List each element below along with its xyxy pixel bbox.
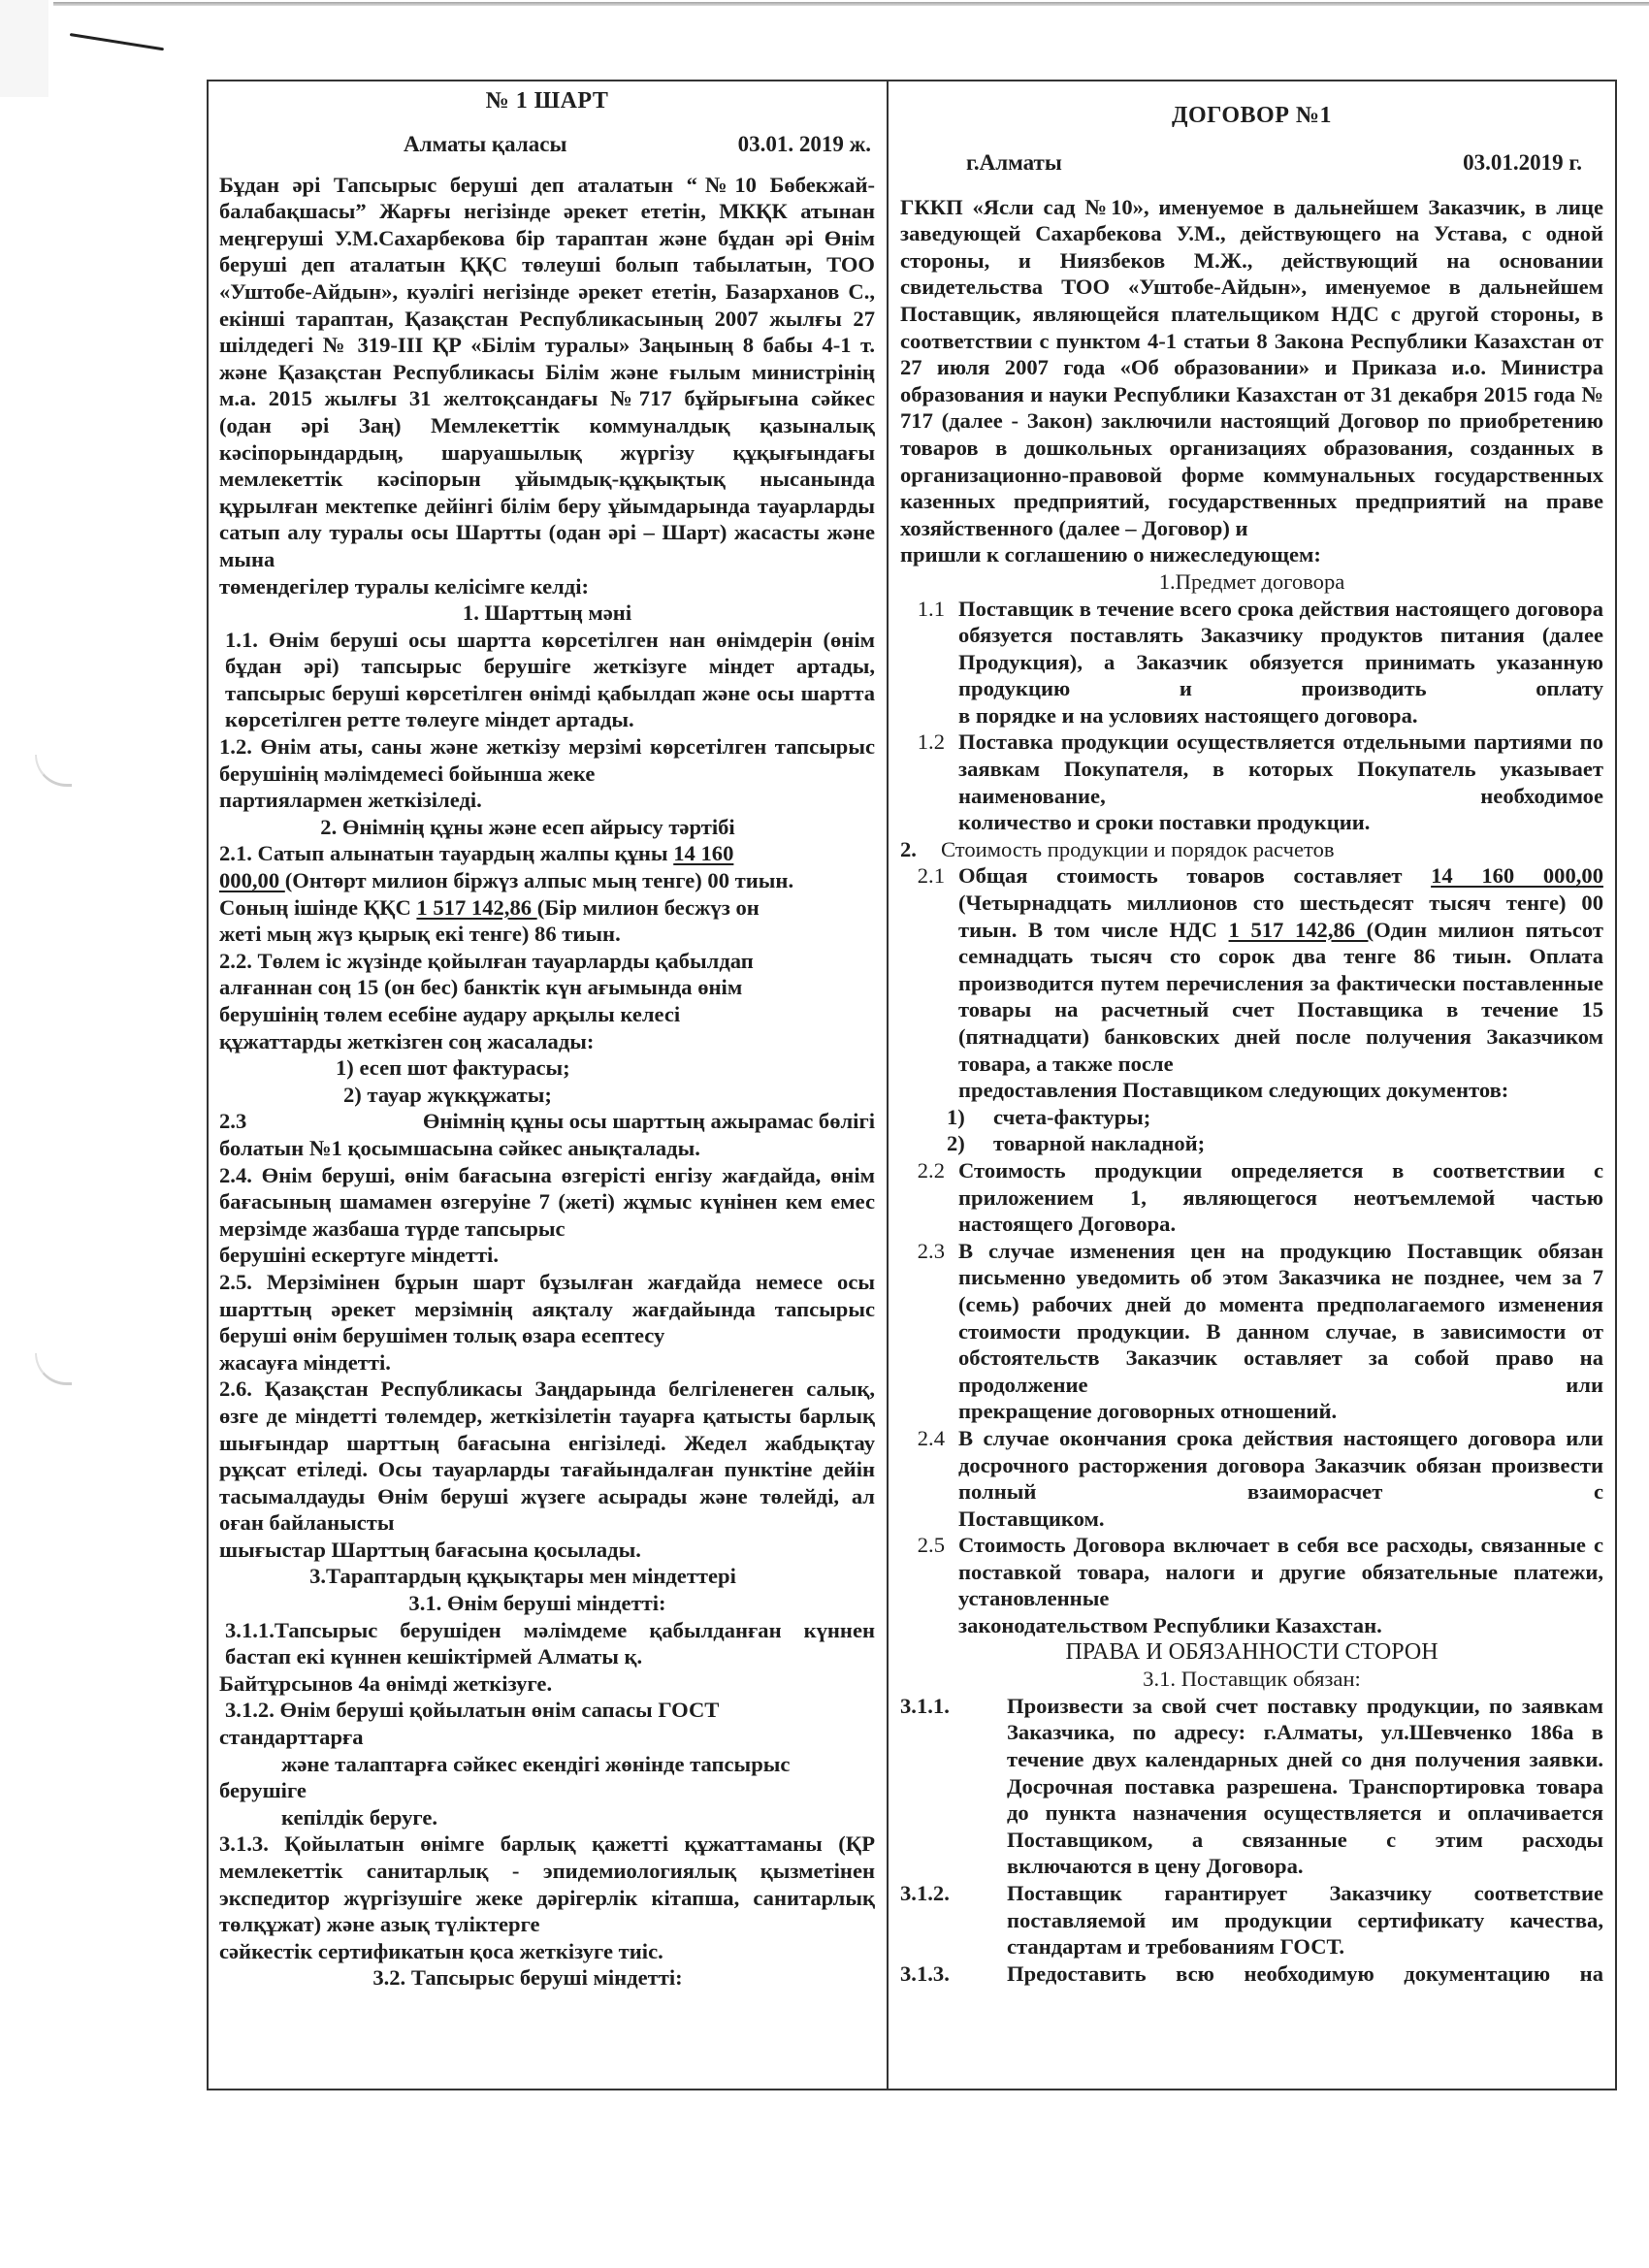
- doc-list-item: 2) тауар жүкқұжаты;: [343, 1082, 552, 1107]
- total-amount-ru: 14 160 000,00: [1431, 863, 1603, 889]
- section-1-heading-ru: 1.Предмет договора: [1158, 568, 1345, 594]
- clause-item: [900, 1157, 1603, 1238]
- kazakh-column: № 1 ШАРТ Алматы қаласы 03.01. 2019 ж. Бұдан әрі Тапсырыс беруші деп аталатын “№10 Бөбекжай-балабақшасы” Жарғы негізінде әрекет ететін, МКҚК атынан меңгеруші У.М.Сахарбекова бір тараптан және бұдан әрі Өнім беруші деп аталатын ҚҚС төлеуші болып табылатын, ТОО «Уштобе-Айдын», куәлігі негізінде әрекет ететін, Базарханов С., екінші тараптан, Қазақстан Республикасының 2007 жылғы 27 шілдедегі № 319-III ҚР «Білім туралы» Заңының 8 бабы 4-1 т. және Қазақстан Республикасы Білім және ғылым министрінің м.а. 2015 жылғы 31 желтоқсандағы №717 бұйрығына сәйкес (одан әрі Заң) Мемлекеттік коммуналдық қазыналық кәсіпорындардың, шаруашылық жүргізу құқығындағы мемлекеттік кәсіпорын ұйымдық-құқықтық нысанында құрылған мектепке дейінгі білім беру ұйымдарында тауарларды сатып алу туралы осы Шартты (одан әрі – Шарт) жасасты және мына төмендегілер туралы келісімге келді: 1. Шарттың мәні 1.1. Өнім беруші осы шартта көрсетілген нан өнімдерін (өнім бұдан әрі) тапсырыс берушіге жеткізуге міндет артады, тапсырыс беруші көрсетілген өнімді қабылдап және осы шартта көрсетілген ретте төлеуге міндет артады. 1.2. Өнім аты, саны және жеткізу мерзімі көрсетілген тапсырыс берушінің мәлімдемесі бойынша жеке партиялармен жеткізіледі. 2. Өнімнің құны және есеп айрысу тәртібі 2.1. Сатып алынатын тауардың жалпы құны 14 160 000,00 (Онтөрт милион біржүз алпыс мың тенге) 00 тиын. Соның ішінде ҚҚС 1 517 142,86 (Бір милион бесжүз он жеті мың жүз қырық екі тенге) 86 тиын. 2.2. Төлем іс жүзінде қойылған тауарларды қабылдап алғаннан соң 15 (он бес) банктік күн ағымында өнім берушінің төлем есебіне аудару арқылы келесі құжаттарды жеткізген соң жасалады: 1) есеп шот фактурасы; 2) тауар жүкқұжаты; 2.3 Өнімнің құны осы шарттың ажырамас бөлігі болатын №1 қосымшасына сәйкес анықталады. 2.4. Өнім беруші, өнім бағасына өзгерісті енгізу жағдайда, өнім бағасының шамамен өзгеруіне 7 (жеті) жұмыс күнінен кем емес мерзімде жазбаша түрде тапсырыс берушіні ескертуге міндетті. 2.5. Мерзімінен бұрын шарт бұзылған жағдайда немесе осы шарттың әрекет мерзімнің аяқталу жағдайында тапсырыс беруші өнім берушімен толық өзара есептесу жасауға міндетті. 2.6. Қазақстан Республикасы Заңдарында белгіленеген салық, өзге де міндетті төлемдер, жеткізілетін тауарға қатысты барлық шығындар шарттың бағасына енгізіледі. Жедел жабдықтау рұқсат етіледі. Осы тауарларды тағайындалған пунктіне дейін тасымалдауды Өнім беруші жүзеге асырады және төлейді, ал оған байланысты шығыстар Шарттың бағасына қосылады. 3.Тараптардың құқықтары мен міндеттері 3.1. Өнім беруші міндетті: 3.1.1.Тапсырыс берушіден мәлімдеме қабылданған күннен бастап екі күннен кешіктірмей Алматы қ. Байтұрсынов 4а өнімді жеткізуге. 3.1.2. Өнім беруші қойылатын өнім сапасы ГОСТ стандарттарға және талаптарға сәйкес екендігі жөнінде тапсырыс берушіге кепілдік беруге. 3.1.3. Қойылатын өнімге барлық қажетті құжаттаманы (ҚР мемлекеттік санитарлық - эпидемиологиялық қызметінен экспедитор жүргізушіге жеке дәрігерлік кітапша, санитарлық төлқұжат) және азық түліктерге сәйкестік сертификатын қоса жеткізуге тиіс. 3.2. Тапсырыс беруші міндетті:: [209, 81, 889, 2089]
- preamble-kk: Бұдан әрі Тапсырыс беруші деп аталатын “№10 Бөбекжай-балабақшасы” Жарғы негізінде әрекет ететін, МКҚК атынан меңгеруші У.М.Сахарбекова бір тараптан және бұдан әрі Өнім беруші деп аталатын ҚҚС төлеуші болып табылатын, ТОО «Уштобе-Айдын», куәлігі негізінде әрекет ететін, Базарханов С., екінші тараптан, Қазақстан Республикасының 2007 жылғы 27 шілдедегі № 319-III ҚР «Білім туралы» Заңының 8 бабы 4-1 т. және Қазақстан Республикасы Білім және ғылым министрінің м.а. 2015 жылғы 31 желтоқсандағы №717 бұйрығына сәйкес (одан әрі Заң) Мемлекеттік коммуналдық қазыналық кәсіпорындардың, шаруашылық жүргізу құқығындағы мемлекеттік кәсіпорын ұйымдық-құқықтық нысанында құрылған мектепке дейінгі білім беру ұйымдарында тауарларды сатып алу туралы осы Шартты (одан әрі – Шарт) жасасты және мына: [219, 172, 875, 571]
- clause-2-3-kk: 2.3 Өнімнің құны осы шарттың ажырамас бөлігі болатын №1 қосымшасына сәйкес анықталады.: [219, 1109, 875, 1160]
- city-ru: г.Алматы: [966, 150, 1062, 175]
- clause-1-2-kk: 1.2. Өнім аты, саны және жеткізу мерзімі көрсетілген тапсырыс берушінің мәлімдемесі бойынша жеке: [219, 734, 875, 786]
- clause-number: 2.3: [917, 1238, 945, 1263]
- preamble-end-ru: пришли к соглашению о нижеследующем:: [900, 542, 1321, 567]
- clause-number: 3.1.3.: [900, 1960, 950, 1986]
- scan-edge-shadow: [0, 0, 48, 97]
- clause-2-4-kk: 2.4. Өнім беруші, өнім бағасына өзгерісті енгізу жағдайда, өнім бағасының шамамен өзгеруіне 7 (жеті) жұмыс күнінен кем емес мерзімде жазбаша түрде тапсырыс: [219, 1162, 875, 1241]
- punch-hole-mark: [35, 1353, 72, 1385]
- clause-text-end: стандартам и требованиям ГОСТ.: [1007, 1934, 1345, 1960]
- section-3-heading-kk: 3.Тараптардың құқықтары мен міндеттері: [309, 1564, 736, 1589]
- clause-3-1-3-kk: 3.1.3. Қойылатын өнімге барлық қажетті құжаттаманы (ҚР мемлекеттік санитарлық - эпидемиологиялық қызметінен экспедитор жүргізушіге жеке дәрігерлік кітапша, санитарлық төлқұжат) және азық түліктерге: [219, 1831, 875, 1937]
- russian-column: [889, 81, 1615, 2089]
- section-3-2-heading-kk: 3.2. Тапсырыс беруші міндетті:: [372, 1965, 683, 1991]
- place-date-row-ru: [900, 149, 1603, 177]
- clause-3-1-2-kk: 3.1.2. Өнім беруші қойылатын өнім сапасы ГОСТ стандарттарға және талаптарға сәйкес екендігі жөнінде тапсырыс берушіге кепілдік беруге.: [219, 1698, 791, 1830]
- clause-text: В случае окончания срока действия настоящего договора или досрочного расторжения договора Заказчик обязан произвести полный взаиморасчет с: [958, 1425, 1603, 1505]
- payment-documents-list-ru: [900, 1104, 1603, 1157]
- clause-text: Поставка продукции осуществляется отдельными партиями по заявкам Покупателя, в которых Покупатель указывает наименование, необходимое: [958, 729, 1603, 808]
- clause-item: [900, 1960, 1603, 1988]
- place-date-row-kk: [219, 131, 875, 158]
- clause-text-end: настоящего Договора.: [958, 1212, 1177, 1237]
- clause-text: Стоимость Договора включает в себя все расходы, связанные с поставкой товара, налоги и другие обязательные платежи, установленные: [958, 1533, 1603, 1611]
- date-ru: 03.01.2019 г.: [1463, 150, 1582, 175]
- section-1-items-ru: [900, 596, 1603, 836]
- clause-2-1-kk: 2.1. Сатып алынатын тауардың жалпы құны 14 160 000,00 (Онтөрт милион біржүз алпыс мың тенге) 00 тиын. Соның ішінде ҚҚС 1 517 142,86 (Бір милион бесжүз он жеті мың жүз қырық екі тенге) 86 тиын.: [219, 841, 794, 947]
- doc-list-item: 1) счета-фактуры;: [947, 1104, 1151, 1129]
- clause-2-2-kk: 2.2. Төлем іс жүзінде қойылған тауарларды қабылдап алғаннан соң 15 (он бес) банктік күн ағымында өнім берушінің төлем есебіне аудару арқылы келесі құжаттарды жеткізген соң жасалады: 1) есеп шот фактурасы; 2) тауар жүкқұжаты;: [219, 948, 875, 1109]
- clause-text-end: прекращение договорных отношений.: [958, 1399, 1338, 1424]
- section-3-1-heading-kk: 3.1. Өнім беруші міндетті:: [408, 1591, 666, 1616]
- clause-text: Поставщик гарантирует Заказчику соответствие поставляемой им продукции сертификату качества,: [1007, 1881, 1603, 1932]
- section-3-heading-ru: ПРАВА И ОБЯЗАННОСТИ СТОРОН: [1065, 1638, 1439, 1665]
- punch-hole-mark: [35, 755, 72, 787]
- clause-3-1-1-kk: 3.1.1.Тапсырыс берушіден мәлімдеме қабылданған күннен бастап екі күннен кешіктірмей Алматы қ.: [225, 1617, 875, 1669]
- clause-text-end: количество и сроки поставки продукции.: [958, 810, 1371, 835]
- preamble-ru: ГККП «Ясли сад №10», именуемое в дальнейшем Заказчик, в лице заведующей Сахарбекова У.М., действующего на Устава, с одной стороны, и Ниязбеков М.Ж., действующий на основании свидетельства ТОО «Уштобе-Айдын», именуемое в дальнейшем Поставщик, являющейся плательщиком НДС с другой стороны, в соответствии с пунктом 4-1 статьи 8 Закона Республики Казахстан от 27 июля 2007 года «Об образовании» и Приказа и.о. Министра образования и науки Республики Казахстан от 31 декабря 2015 года № 717 (далее - Закон) заключили настоящий Договор по приобретению товаров в дошкольных организациях образования, созданных в организационно-правовой форме коммунальных государственных казенных предприятий, государственных предприятий на праве хозяйственного (далее – Договор) и: [900, 194, 1603, 540]
- clause-1-2-end-kk: партиялармен жеткізіледі.: [219, 788, 482, 813]
- bilingual-contract-table: [207, 80, 1617, 2090]
- contract-title-ru: ДОГОВОР №1: [1172, 103, 1332, 128]
- clause-number: 3.1.2.: [900, 1881, 950, 1905]
- clause-item: [900, 596, 1603, 729]
- clause-text: В случае изменения цен на продукцию Поставщик обязан письменно уведомить об этом Заказчика не позднее, чем за 7 (семь) рабочих дней до момента предполагаемого изменения стоимости продукции. В данном случае, в зависимости от обстоятельств Заказчик оставляет за собой право на продолжение или: [958, 1238, 1603, 1397]
- clause-item: [900, 1425, 1603, 1532]
- total-amount-kk: 14 160: [673, 841, 734, 866]
- clause-item: [900, 1880, 1603, 1960]
- clause-text: Стоимость продукции определяется в соответствии с приложением 1, являющегося неотъемлемой частью: [958, 1157, 1603, 1210]
- clause-item: [900, 1693, 1603, 1880]
- section-2-heading-ru: 2. Стоимость продукции и порядок расчетов: [900, 836, 1335, 861]
- section-2-heading-kk: 2. Өнімнің құны және есеп айрысу тәртібі: [320, 814, 735, 839]
- clause-text-end: Поставщиком.: [958, 1506, 1105, 1531]
- clause-number: 2.5: [917, 1533, 945, 1558]
- scan-top-edge: [53, 2, 1649, 6]
- clause-number: 3.1.1.: [900, 1693, 950, 1718]
- clause-number: 2.2: [917, 1157, 945, 1183]
- clause-2-5-kk: 2.5. Мерзімінен бұрын шарт бұзылған жағдайда немесе осы шарттың әрекет мерзімнің аяқталу жағдайында тапсырыс беруші өнім берушімен толық өзара есептесу: [219, 1269, 875, 1348]
- section-2-items-ru: [900, 1157, 1603, 1639]
- section-3-1-heading-ru: 3.1. Поставщик обязан:: [1143, 1667, 1361, 1692]
- contract-title-kk: № 1 ШАРТ: [485, 88, 609, 113]
- doc-list-item: 1) есеп шот фактурасы;: [336, 1055, 570, 1081]
- clause-text-end: законодательством Республики Казахстан.: [958, 1613, 1382, 1638]
- clause-text-end: включаются в цену Договора.: [1007, 1854, 1304, 1879]
- clause-item: [900, 729, 1603, 835]
- section-3-items-ru: [900, 1693, 1603, 1988]
- clause-number: 1.2: [917, 729, 945, 755]
- vat-amount-ru: 1 517 142,86 (: [1228, 917, 1374, 942]
- clause-item: [900, 1238, 1603, 1425]
- doc-list-item: 2) товарной накладной;: [947, 1131, 1206, 1156]
- clause-2-1-ru: 2.1 Общая стоимость товаров составляет 14 160 000,00 (Четырнадцать миллионов сто шестьдесят тысяч тенге) 00 тиын. В том числе НДС 1 517 142,86 (Один милион пятьсот семнадцать тысяч сто сорок два тенге 86 тиын. Оплата производится путем перечисления за фактически поставленные товары на расчетный счет Поставщика в течение 15 (пятнадцати) банковских дней после получения Заказчиком товара, а также после предоставления Поставщиком следующих документов:: [917, 863, 1604, 1103]
- clause-item: [900, 1532, 1603, 1638]
- clause-text: Произвести за свой счет поставку продукции, по заявкам Заказчика, по адресу: г.Алматы, ул.Шевченко 186а в течение двух календарных дней со дня получения заявки. Досрочная поставка разрешена. Транспортировка товара до пункта назначения осуществляется и оплачивается Поставщиком, а связанные с этим расходы: [1007, 1693, 1603, 1852]
- clause-text: Предоставить всю необходимую документацию на: [1007, 1960, 1603, 1986]
- clause-number: 1.1: [917, 596, 945, 621]
- clause-1-1-kk: 1.1. Өнім беруші осы шартта көрсетілген нан өнімдерін (өнім бұдан әрі) тапсырыс берушіге жеткізуге міндет артады, тапсырыс беруші көрсетілген өнімді қабылдап және осы шартта көрсетілген ретте төлеуге міндет артады.: [225, 627, 875, 732]
- pen-mark: [70, 33, 164, 50]
- clause-text-end: в порядке и на условиях настоящего договора.: [958, 702, 1418, 728]
- clause-number: 2.4: [917, 1425, 945, 1450]
- section-1-heading-kk: 1. Шарттың мәні: [462, 600, 632, 626]
- city-kk: Алматы қаласы: [404, 132, 567, 156]
- total-amount-kk-cont: 000,00: [219, 868, 285, 893]
- date-kk: 03.01. 2019 ж.: [737, 132, 871, 156]
- clause-2-6-kk: 2.6. Қазақстан Республикасы Заңдарында белгіленеген салық, өзге де міндетті төлемдер, жеткізілетін тауарға қатысты барлық шығындар шарттың бағасына енгізіледі. Жедел жабдықтау рұқсат етіледі. Осы тауарларды тағайындалған пунктіне дейін тасымалдауды Өнім беруші жүзеге асырады және төлейді, ал оған байланысты: [219, 1377, 875, 1536]
- preamble-end-kk: төмендегілер туралы келісімге келді:: [219, 573, 590, 599]
- vat-amount-kk: 1 517 142,86: [416, 894, 537, 920]
- clause-text: Поставщик в течение всего срока действия настоящего договора обязуется поставлять Заказчику продуктов питания (далее Продукция), а Заказчик обязуется принимать указанную продукцию и производить оплату: [958, 596, 1603, 701]
